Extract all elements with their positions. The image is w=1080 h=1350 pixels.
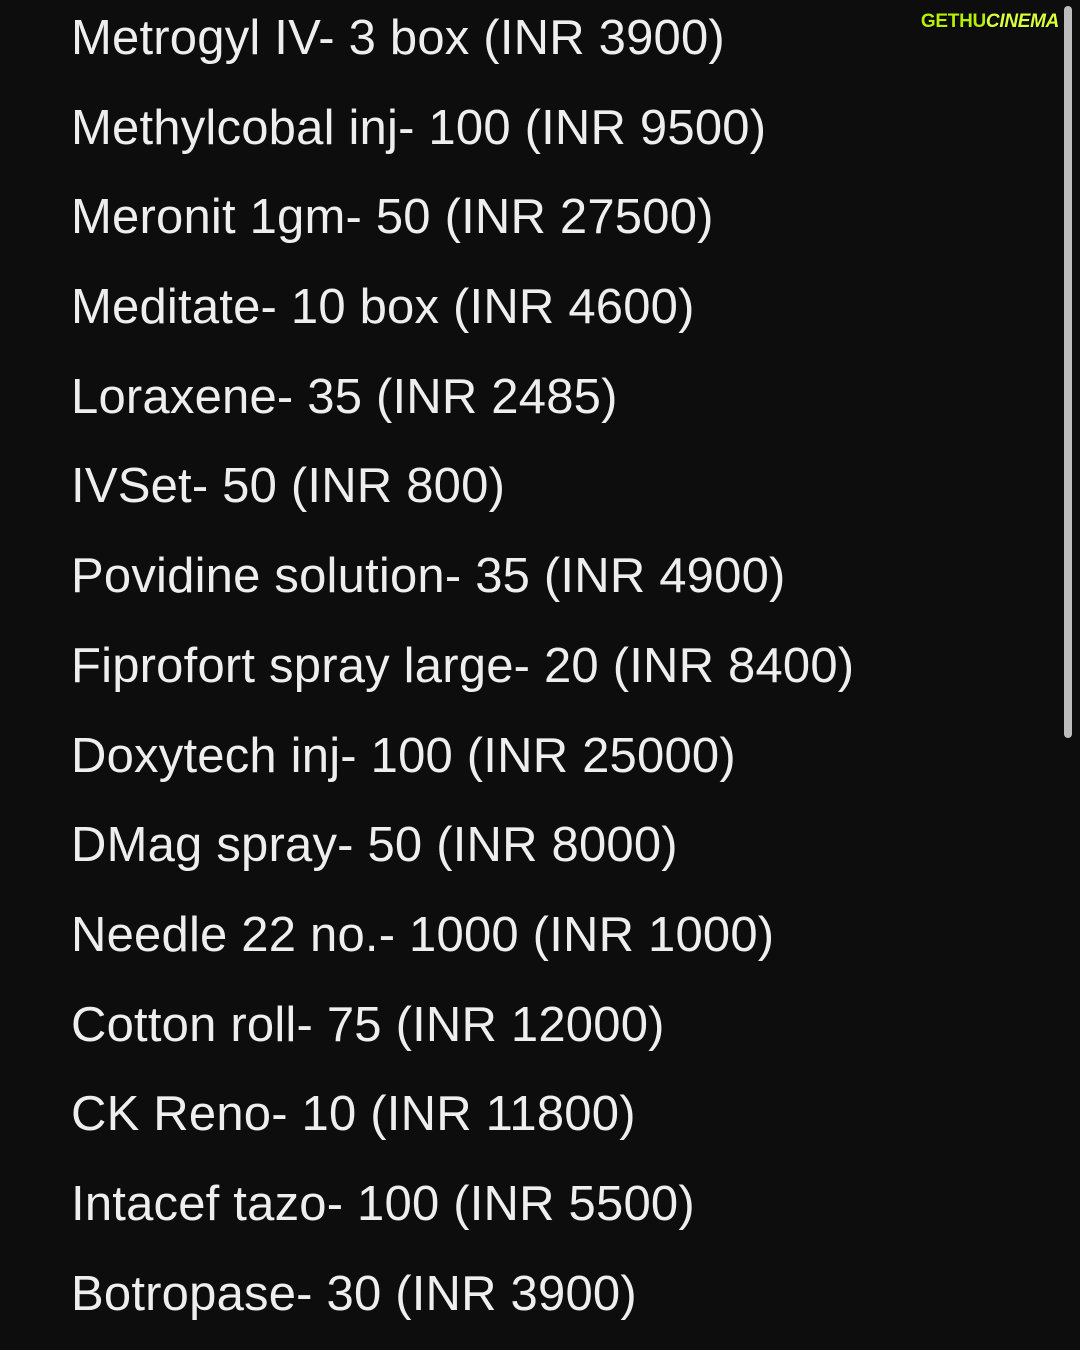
watermark-text-part2: CINEMA [985,11,1060,32]
list-item[interactable]: Fiprofort spray large- 20 (INR 8400) [71,638,855,693]
list-item[interactable]: Botropase- 30 (INR 3900) [71,1266,637,1321]
list-item[interactable]: Doxytech inj- 100 (INR 25000) [71,728,736,783]
list-item[interactable]: Povidine solution- 35 (INR 4900) [71,549,786,604]
list-item[interactable]: Intacef tazo- 100 (INR 5500) [71,1176,695,1231]
list-item[interactable]: IVSet- 50 (INR 800) [71,459,506,514]
list-item[interactable]: Meditate- 10 box (INR 4600) [71,280,695,335]
list-item[interactable]: Loraxene- 35 (INR 2485) [71,369,618,424]
list-item[interactable]: Needle 22 no.- 1000 (INR 1000) [71,907,775,962]
list-item[interactable]: Meronit 1gm- 50 (INR 27500) [71,190,714,245]
list-item[interactable]: Metrogyl IV- 3 box (INR 3900) [71,11,725,65]
list-item[interactable]: DMag spray- 50 (INR 8000) [71,818,678,873]
medicine-list[interactable] [71,8,854,1350]
watermark-text-part1: GETHU [920,11,986,32]
list-item[interactable]: Methylcobal inj- 100 (INR 9500) [71,100,767,155]
list-item[interactable]: CK Reno- 10 (INR 11800) [71,1087,636,1142]
watermark-logo [917,8,1063,36]
vertical-scrollbar[interactable] [1064,6,1072,738]
list-item[interactable]: Cotton roll- 75 (INR 12000) [71,997,665,1052]
